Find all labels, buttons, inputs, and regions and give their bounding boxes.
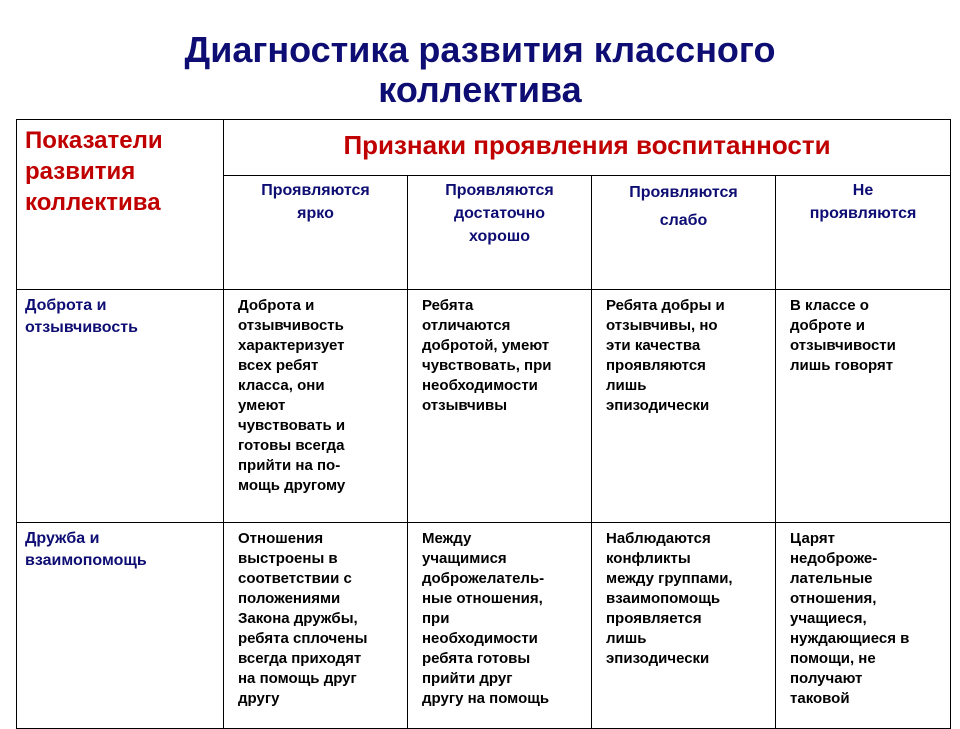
table-row bbox=[17, 523, 951, 729]
column-header-weak: Проявляются слабо bbox=[592, 176, 776, 290]
corner-header: Показатели развития коллектива bbox=[17, 120, 224, 290]
table-cell: Доброта и отзывчивость характеризует всех ребят класса, они умеют чувствовать и готовы всегда прийти на по- мощь другому bbox=[224, 290, 408, 523]
table-cell: Ребята добры и отзывчивы, но эти качества проявляются лишь эпизодически bbox=[592, 290, 776, 523]
row-label-kindness: Доброта и отзывчивость bbox=[17, 290, 224, 523]
diagnostics-table bbox=[16, 119, 951, 729]
column-header-none: Не проявляются bbox=[776, 176, 951, 290]
group-header: Признаки проявления воспитанности bbox=[224, 120, 951, 176]
table-cell: Царят недоброже- лательные отношения, учащиеся, нуждающиеся в помощи, не получают таковой bbox=[776, 523, 951, 729]
table-cell: Отношения выстроены в соответствии с положениями Закона дружбы, ребята сплочены всегда приходят на помощь друг другу bbox=[224, 523, 408, 729]
column-header-bright: Проявляются ярко bbox=[224, 176, 408, 290]
table-cell: В классе о доброте и отзывчивости лишь говорят bbox=[776, 290, 951, 523]
table-cell: Между учащимися доброжелатель- ные отношения, при необходимости ребята готовы прийти друг другу на помощь bbox=[408, 523, 592, 729]
table-row bbox=[17, 290, 951, 523]
table-cell: Ребята отличаются добротой, умеют чувствовать, при необходимости отзывчивы bbox=[408, 290, 592, 523]
header-row bbox=[17, 120, 951, 176]
row-label-friendship: Дружба и взаимопомощь bbox=[17, 523, 224, 729]
table-cell: Наблюдаются конфликты между группами, взаимопомощь проявляется лишь эпизодически bbox=[592, 523, 776, 729]
page-title: Диагностика развития классного коллектива bbox=[184, 29, 776, 110]
column-header-good: Проявляются достаточно хорошо bbox=[408, 176, 592, 290]
